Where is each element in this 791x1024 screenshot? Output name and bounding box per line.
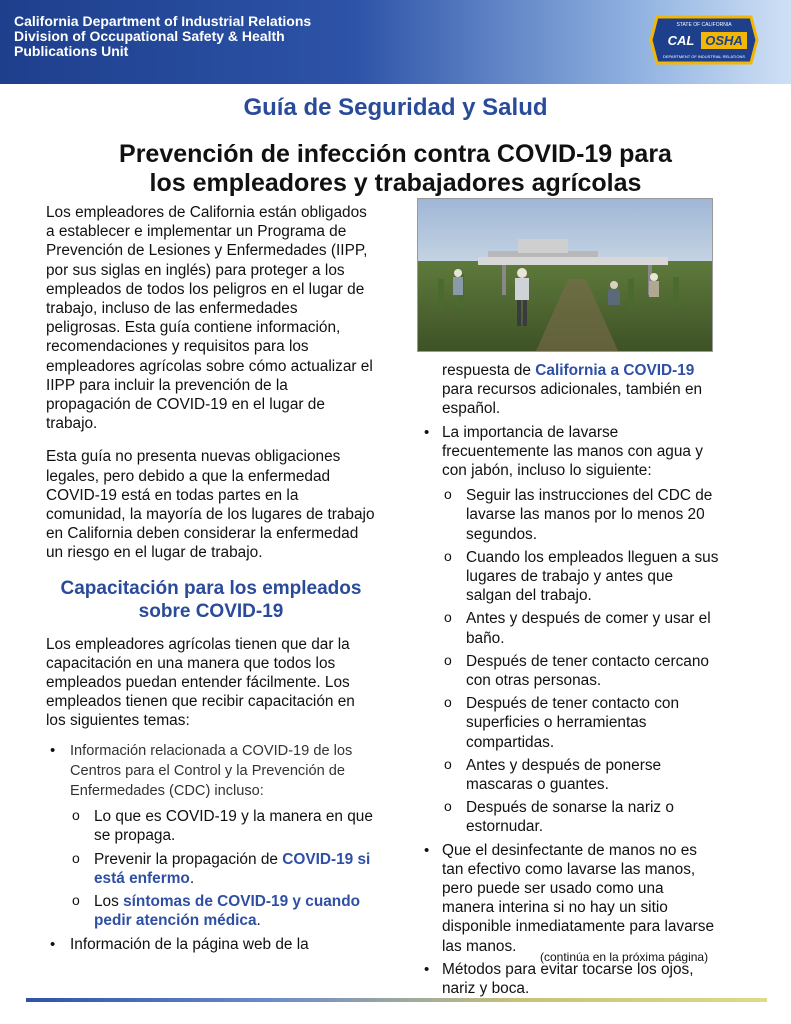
list-item: [46, 741, 376, 931]
cdc-sublist: [70, 807, 376, 930]
cal-osha-logo: [643, 13, 765, 67]
continued-text: respuesta de: [442, 362, 536, 379]
cdc-sub-2-text: Prevenir la propagación de: [94, 850, 283, 868]
california-covid-link[interactable]: California a COVID-19: [535, 362, 695, 379]
training-intro: Los empleadores agrícolas tienen que dar la capacitación en una manera que todos los empleados puedan entender fácilmente. Los empleados tienen que recibir capacitación en los siguientes temas:: [46, 635, 355, 730]
farmworkers-photo: [417, 198, 713, 352]
cdc-sub-1: Lo que es COVID-19 y la manera en que se propaga.: [94, 808, 373, 845]
cdc-sub-2-period: .: [189, 869, 195, 887]
main-title-line-1: Prevención de infección contra COVID-19 para: [119, 140, 672, 168]
cdc-sub-3-text: Los: [94, 893, 124, 911]
list-item: o Después de tener contacto con superficies o herramientas compartidas.: [442, 694, 720, 752]
cdc-sub-3-period: .: [256, 912, 261, 930]
header-banner: [0, 0, 791, 84]
list-item: o Antes y después de ponerse mascaras o guantes.: [442, 756, 720, 794]
main-title: [40, 140, 751, 198]
webpage-info: Información de la página web de la: [70, 935, 309, 953]
footer-divider: [26, 998, 767, 1002]
list-item: [420, 960, 720, 998]
training-section-title: Capacitación para los empleados sobre COVID-19: [60, 577, 362, 622]
list-item: [420, 841, 720, 956]
organization-name: [14, 14, 311, 59]
list-item: o Después de sonarse la nariz o estornudar.: [442, 798, 720, 836]
training-topics-list: [46, 741, 376, 954]
right-topics-list: [420, 423, 720, 999]
org-line-2: Division of Occupational Safety & Health: [14, 28, 285, 44]
right-column: [420, 361, 720, 1002]
handwashing-text: La importancia de lavarse frecuentemente las manos con agua y con jabón, incluso lo siguiente:: [442, 423, 703, 480]
avoid-touching-text: Métodos para evitar tocarse los ojos, nariz y boca.: [442, 960, 694, 998]
cdc-info-text: Información relacionada a COVID-19 de los Centros para el Control y la Prevención de Enfermedades (CDC) incluso:: [70, 742, 353, 800]
logo-osha-text: OSHA: [705, 33, 743, 48]
handwashing-sublist: [442, 486, 720, 836]
guide-title: Guía de Seguridad y Salud: [243, 94, 548, 121]
intro-paragraph: Los empleadores de California están obligados a establecer e implementar un Programa de Prevención de Lesiones y Enfermedades (IIPP, por sus siglas en inglés) para proteger a los empleados de todos los peligros en el lugar de trabajo, incluso de las enfermedades peligrosas. Esta guía contiene información, recomendaciones y requisitos para los empleadores agrícolas sobre cómo actualizar el IIPP para incluir la prevención de la propagación de COVID-19 en el lugar de trabajo.: [46, 204, 373, 433]
sanitizer-text: Que el desinfectante de manos no es tan efectivo como lavarse las manos, pero puede ser usado como una manera interina si no hay un sitio disponible inmediatamente para lavarse las manos.: [442, 841, 715, 955]
continue-note: (continúa en la próxima página): [540, 950, 709, 964]
list-item: o Seguir las instrucciones del CDC de lavarse las manos por lo menos 20 segundos.: [442, 486, 720, 544]
symptoms-link[interactable]: síntomas de COVID-19 y cuando pedir atención médica: [94, 893, 360, 930]
second-paragraph: Esta guía no presenta nuevas obligaciones legales, pero debido a que la enfermedad COVID-19 está en todas partes en la comunidad, la mayoría de los lugares de trabajo en California deben considerar la enfermedad un riesgo en el lugar de trabajo.: [46, 448, 375, 562]
list-item: o Cuando los empleados lleguen a sus lugares de trabajo y antes que salgan del trabajo.: [442, 548, 720, 606]
logo-cal-text: CAL: [667, 33, 695, 48]
org-line-3: Publications Unit: [14, 43, 129, 59]
list-item: [46, 935, 376, 954]
list-item: [70, 807, 376, 845]
list-item: [70, 892, 376, 930]
list-item: o Después de tener contacto cercano con otras personas.: [442, 652, 720, 690]
logo-bottom-text: DEPARTMENT OF INDUSTRIAL RELATIONS: [662, 54, 746, 59]
org-line-1: California Department of Industrial Relations: [14, 13, 312, 29]
continued-item: [420, 361, 720, 419]
main-title-line-2: los empleadores y trabajadores agrícolas: [149, 169, 642, 197]
logo-top-text: STATE OF CALIFORNIA: [676, 22, 732, 28]
continued-rest: para recursos adicionales, también en español.: [442, 381, 703, 418]
covid-if-sick-link[interactable]: COVID-19 si está enfermo: [94, 850, 371, 887]
left-column: [46, 203, 376, 958]
list-item: [420, 423, 720, 837]
list-item: o Antes y después de comer y usar el baño.: [442, 609, 720, 647]
list-item: [70, 850, 376, 888]
